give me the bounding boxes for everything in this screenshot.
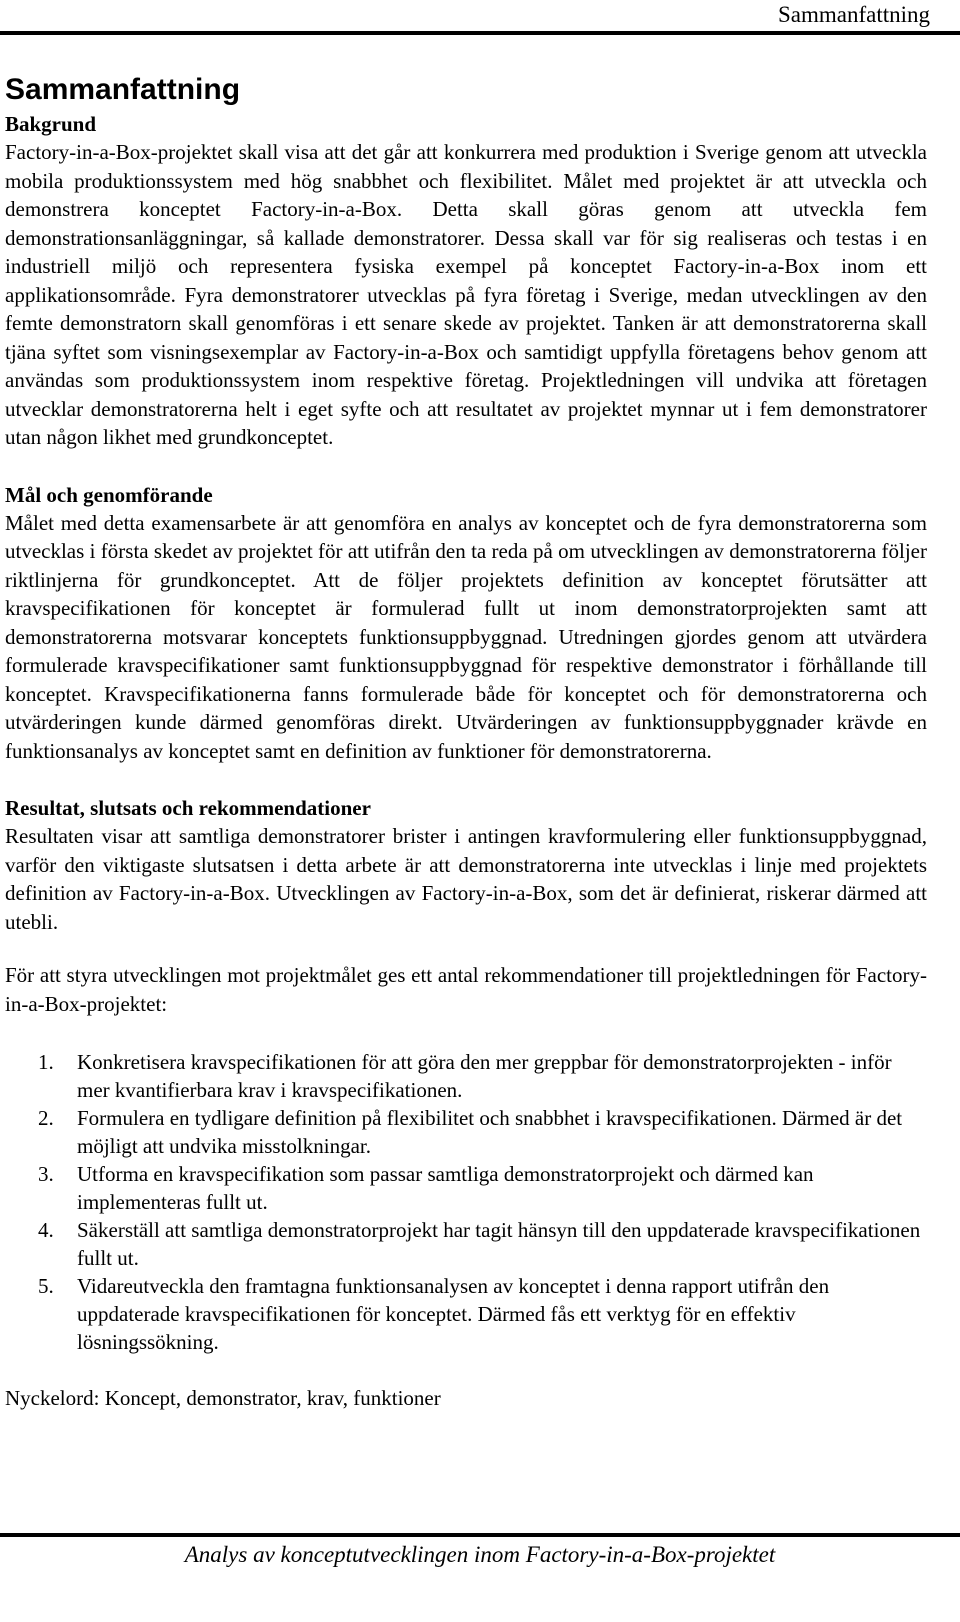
section-paragraph: Factory-in-a-Box-projektet skall visa att det går att konkurrera med produktion i Sverige genom att utveckla mobila produktionssystem med hög snabbhet och flexibilitet. Målet med projektet är att utveckla och demonstrera konceptet Factory-in-a-Box. Detta skall göras genom att utveckla fem demonstrationsanläggningar, så kallade demonstratorer. Dessa skall var för sig realiseras och testas i en industriell miljö och representera fysiska exempel på konceptet Factory-in-a-Box inom ett applikationsområde. Fyra demonstratorer utvecklas på fyra företag i Sverige, medan utvecklingen av den femte demonstratorn skall genomföras i ett senare skede av projektet. Tanken är att demonstratorerna skall tjäna syftet som visningsexemplar av Factory-in-a-Box och samtidigt uppfylla företagens behov genom att användas som produktionssystem inom respektive företag. Projektledningen vill undvika att företagen utvecklar demonstratorerna helt i eget syfte och att resultatet av projektet mynnar ut i fem demonstratorer utan någon likhet med grundkonceptet. — [5, 140, 927, 449]
page-title: Sammanfattning — [5, 73, 241, 106]
recommendations-list — [5, 1048, 927, 1356]
page-content — [5, 70, 927, 1412]
section-heading: Resultat, slutsats och rekommendationer — [5, 796, 371, 820]
list-item-number: 4. — [38, 1218, 54, 1242]
list-item — [5, 1160, 927, 1216]
list-item — [5, 1048, 927, 1104]
section-heading: Bakgrund — [5, 112, 97, 136]
running-footer: Analys av konceptutvecklingen inom Factory-in-a-Box-projektet — [184, 1542, 776, 1567]
section-bakgrund — [5, 110, 927, 452]
list-item — [5, 1216, 927, 1272]
footer-divider — [0, 1533, 960, 1537]
section-mal-och-genomforande — [5, 481, 927, 766]
list-item-number: 1. — [38, 1050, 54, 1074]
keywords: Nyckelord: Koncept, demonstrator, krav, funktioner — [5, 1386, 441, 1410]
list-item-text: Utforma en kravspecifikation som passar samtliga demonstratorprojekt och därmed kan implementeras fullt ut. — [77, 1162, 814, 1214]
list-item-text: Vidareutveckla den framtagna funktionsanalysen av konceptet i denna rapport utifrån den uppdaterade kravspecifikationen för konceptet. Därmed fås ett verktyg för en effektiv lösningssökning. — [77, 1274, 830, 1354]
list-item-text: Formulera en tydligare definition på flexibilitet och snabbhet i kravspecifikationen. Därmed är det möjligt att undvika misstolkningar. — [77, 1106, 903, 1158]
section-paragraph: Resultaten visar att samtliga demonstratorer brister i antingen kravformulering eller funktionsuppbyggnad, varför den viktigaste slutsatsen i detta arbete är att demonstratorerna inte utvecklas i linje med projektets definition av Factory-in-a-Box. Utvecklingen av Factory-in-a-Box, som det är definierat, riskerar därmed att utebli. — [5, 824, 927, 934]
list-item-number: 2. — [38, 1106, 54, 1130]
section-paragraph: Målet med detta examensarbete är att genomföra en analys av konceptet och de fyra demonstratorerna som utvecklas i första skedet av projektet för att utifrån den ta reda på om utvecklingen av demonstratorerna följer riktlinjerna för grundkonceptet. Att de följer projektets definition av konceptet förutsätter att kravspecifikationen för konceptet är formulerad fullt ut inom demonstratorprojekten samt att demonstratorerna motsvarar konceptets funktionsuppbyggnad. Utredningen gjordes genom att utvärdera formulerade kravspecifikationer samt funktionsuppbyggnad för respektive demonstrator i förhållande till konceptet. Kravspecifikationerna fanns formulerade både för konceptet och för demonstratorerna och utvärderingen kunde därmed genomföras direkt. Utvärderingen av funktionsuppbyggnader krävde en funktionsanalys av konceptet samt en definition av funktioner för demonstratorerna. — [5, 510, 927, 763]
section-resultat — [5, 794, 927, 1018]
list-item-text: Konkretisera kravspecifikationen för att göra den mer greppbar för demonstratorprojekten - inför mer kvantifierbara krav i kravspecifikationen. — [77, 1050, 892, 1102]
list-item-text: Säkerställ att samtliga demonstratorprojekt har tagit hänsyn till den uppdaterade kravspecifikationen fullt ut. — [77, 1218, 921, 1270]
list-item — [5, 1104, 927, 1160]
list-item — [5, 1272, 927, 1356]
running-header: Sammanfattning — [777, 2, 930, 27]
list-item-number: 3. — [38, 1162, 54, 1186]
list-item-number: 5. — [38, 1274, 54, 1298]
section-paragraph: För att styra utvecklingen mot projektmålet ges ett antal rekommendationer till projektledningen för Factory-in-a-Box-projektet: — [5, 963, 927, 1016]
section-heading: Mål och genomförande — [5, 482, 213, 507]
header-divider — [0, 31, 960, 35]
